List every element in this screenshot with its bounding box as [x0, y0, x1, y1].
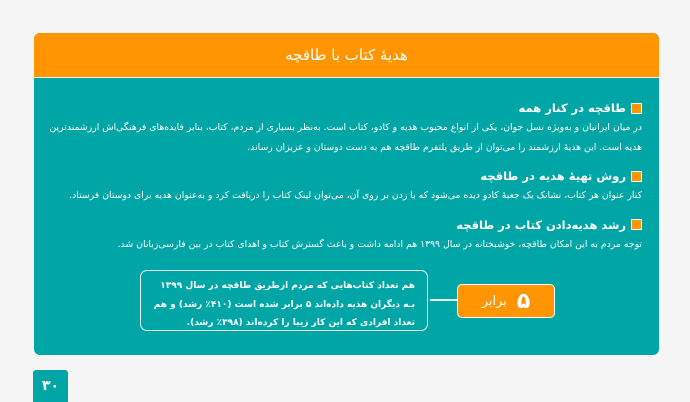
section-heading: روش تهیهٔ هدیه در طاقچه	[480, 169, 626, 183]
section-text: کنار عنوان هر کتاب، نشانک یک جعبهٔ کادو دیده می‌شود که با زدن بر روی آن، می‌توان لینک کتاب را دریافت کرد و به‌عنوان هدیه برای دوستان فرستاد.	[69, 190, 642, 201]
section-2	[44, 166, 642, 206]
connector-line	[430, 299, 458, 301]
section-heading: رشد هدیه‌دادن کتاب در طاقچه	[456, 217, 626, 232]
stat-badge	[457, 284, 555, 318]
section-text: در میان ایرانیان و به‌ویژه نسل جوان، یکی از انواع محبوب هدیه و کادو، کتاب است. به‌نظر بسیاری از مردم، کتاب، بنابر فایده‌های فرهنگی‌اش ارزشمندترین هدیه است. این هدیهٔ ارزشمند را می‌توان از طریق پلتفرم طاقچه هم به دست دوستان و عزیزان رساند.	[49, 122, 642, 153]
bullet-square-icon	[631, 171, 642, 182]
stat-number: ۵	[516, 288, 531, 314]
page-number: ۳۰	[33, 370, 68, 402]
section-3	[44, 215, 642, 255]
section-1	[44, 98, 642, 157]
stat-label: برابر	[481, 293, 507, 309]
section-text: توجه مردم به این امکان طاقچه، خوشبختانه در سال ۱۳۹۹ هم ادامه داشت و باعث گسترش کتاب و اهدای کتاب در بین فارسی‌زبانان شد.	[117, 238, 642, 250]
section-heading: طاقچه در کنار همه	[518, 101, 626, 115]
card-title: هدیهٔ کتاب با طاقچه	[34, 33, 659, 78]
bullet-square-icon	[631, 103, 642, 114]
callout-box: هم تعداد کتاب‌هایی که مردم ازطریق طاقچه در سال ۱۳۹۹ بـه دیگران هدیه داده‌اند ۵ برابر شده است (۴۱۰٪ رشد) و هم تعداد افرادی که این کار زیبا را کرده‌اند (۳۹۸٪ رشد).	[140, 270, 428, 331]
bullet-square-icon	[631, 219, 642, 230]
content-card	[34, 33, 659, 355]
